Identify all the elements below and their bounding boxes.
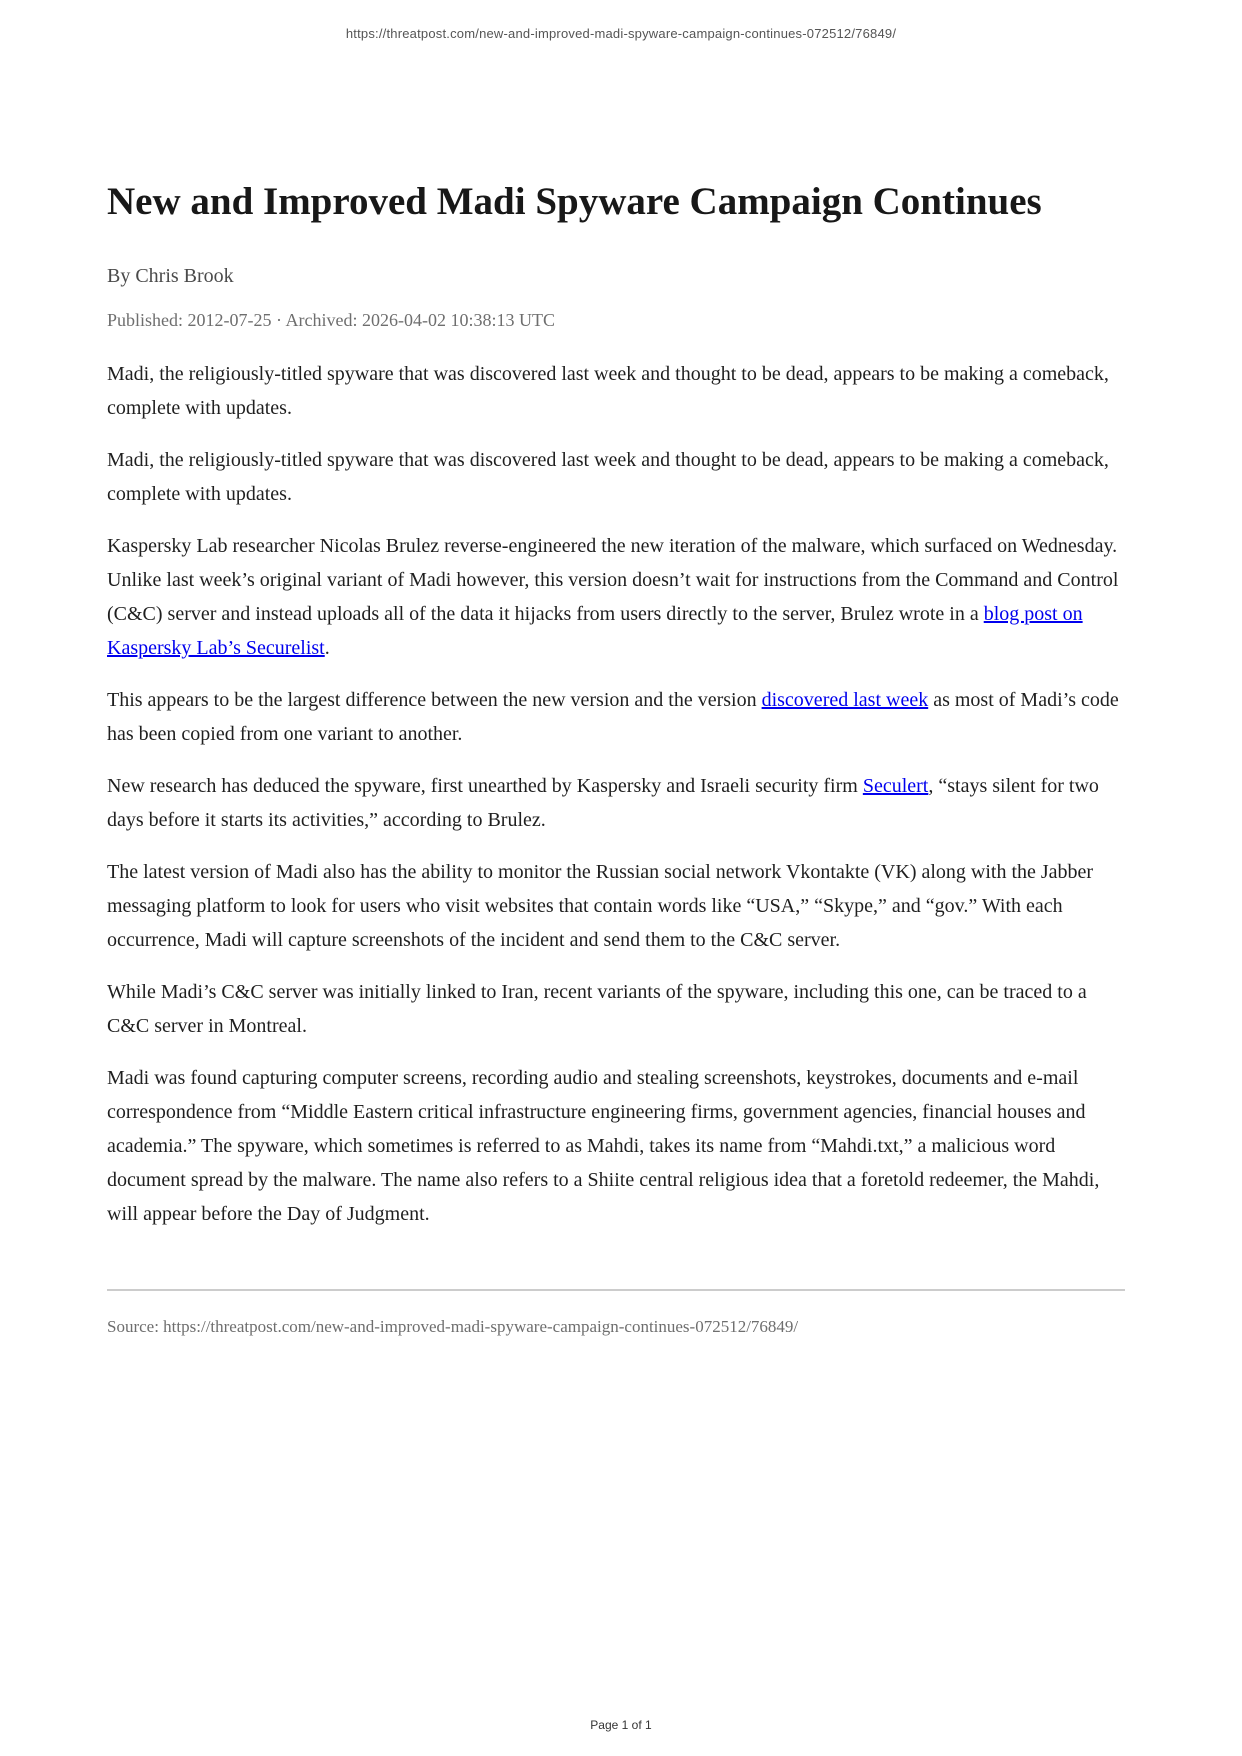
source-url-line: Source: https://threatpost.com/new-and-improved-madi-spyware-campaign-continues-072512/76849/	[107, 1316, 799, 1336]
paragraph-text: Kaspersky Lab researcher Nicolas Brulez reverse-engineered the new iteration of the malware, which surfaced on Wednesday. Unlike last week’s original variant of Madi however, this version doesn’t wait for instructions from the Command and Control (C&C) server and instead uploads all of the data it hijacks from users directly to the server, Brulez wrote in a	[107, 534, 1119, 625]
article-content	[107, 0, 1125, 1337]
paragraph-text: The latest version of Madi also has the ability to monitor the Russian social network Vkontakte (VK) along with the Jabber messaging platform to look for users who visit websites that contain words like “USA,” “Skype,” and “gov.” With each occurrence, Madi will capture screenshots of the incident and send them to the C&C server.	[107, 860, 1094, 951]
paragraph-text: This appears to be the largest difference between the new version and the version	[107, 688, 762, 711]
paragraph-text: as most of Madi’s code has been copied from one variant to another.	[107, 688, 1119, 745]
archived-page-url: https://threatpost.com/new-and-improved-madi-spyware-campaign-continues-072512/76849/	[345, 26, 897, 41]
link-discovered-last-week[interactable]: discovered last week	[761, 688, 929, 711]
paragraph-text: .	[324, 636, 330, 659]
byline: By Chris Brook	[107, 264, 234, 287]
published-archived-meta: Published: 2012-07-25 · Archived: 2026-04-02 10:38:13 UTC	[107, 309, 555, 330]
divider	[107, 1289, 1125, 1291]
link-seculert[interactable]: Seculert	[862, 774, 929, 797]
paragraph-text: New research has deduced the spyware, first unearthed by Kaspersky and Israeli security firm	[107, 774, 863, 797]
paragraph	[107, 683, 1125, 751]
paragraph	[107, 529, 1125, 665]
paragraph	[107, 855, 1125, 957]
paragraph	[107, 769, 1125, 837]
paragraph	[107, 357, 1125, 425]
page-number-footer: Page 1 of 1	[590, 1718, 652, 1732]
paragraph-text: Madi, the religiously-titled spyware that was discovered last week and thought to be dead, appears to be making a comeback, complete with updates.	[107, 362, 1109, 419]
page-title: New and Improved Madi Spyware Campaign Continues	[107, 180, 1042, 223]
paragraph-text: , “stays silent for two days before it starts its activities,” according to Brulez.	[107, 774, 1099, 831]
paragraph-text: Madi, the religiously-titled spyware that was discovered last week and thought to be dead, appears to be making a comeback, complete with updates.	[107, 448, 1109, 505]
paragraph	[107, 443, 1125, 511]
paragraph	[107, 1061, 1125, 1231]
paragraph-text: Madi was found capturing computer screens, recording audio and stealing screenshots, keystrokes, documents and e-mail correspondence from “Middle Eastern critical infrastructure engineering firms, government agencies, financial houses and academia.” The spyware, which sometimes is referred to as Mahdi, takes its name from “Mahdi.txt,” a malicious word document spread by the malware. The name also refers to a Shiite central religious idea that a foretold redeemer, the Mahdi, will appear before the Day of Judgment.	[107, 1066, 1100, 1225]
paragraph-text: While Madi’s C&C server was initially linked to Iran, recent variants of the spyware, including this one, can be traced to a C&C server in Montreal.	[107, 980, 1087, 1037]
paragraph	[107, 975, 1125, 1043]
link-securelist-blog-post[interactable]: blog post on Kaspersky Lab’s Securelist	[107, 602, 1083, 659]
